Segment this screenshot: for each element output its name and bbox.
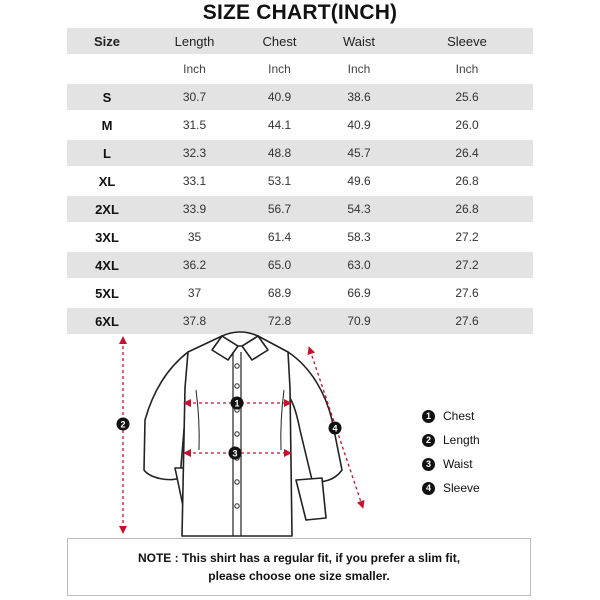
waist-cell: 49.6 [317,167,401,195]
size-cell: 3XL [67,223,147,251]
header-size: Size [67,28,147,55]
marker-chest [231,397,244,410]
right-sleeve [284,352,342,482]
legend-label: Chest [443,409,475,423]
length-cell: 37.8 [147,307,242,335]
legend-number: 2 [422,434,435,447]
shirt-illustration [144,332,342,536]
waist-cell: 45.7 [317,139,401,167]
chest-cell: 44.1 [242,111,317,139]
size-cell: L [67,139,147,167]
sleeve-cell: 26.0 [401,111,533,139]
waist-cell: 66.9 [317,279,401,307]
legend-label: Sleeve [443,481,480,495]
length-cell: 36.2 [147,251,242,279]
sleeve-cell: 27.2 [401,251,533,279]
sleeve-cell: 25.6 [401,83,533,111]
legend-item [422,428,480,452]
marker-waist-number: 3 [232,448,238,459]
marker-waist [229,447,242,460]
legend-item [422,452,480,476]
waist-cell: 70.9 [317,307,401,335]
sleeve-cell: 27.6 [401,307,533,335]
legend-item [422,404,480,428]
unit-length: Inch [147,55,242,83]
size-cell: 6XL [67,307,147,335]
measurement-legend [422,404,480,500]
length-cell: 32.3 [147,139,242,167]
header-chest: Chest [242,28,317,55]
chest-cell: 56.7 [242,195,317,223]
legend-label: Length [443,433,480,447]
sleeve-cell: 27.2 [401,223,533,251]
chest-cell: 40.9 [242,83,317,111]
chest-cell: 68.9 [242,279,317,307]
size-cell: 4XL [67,251,147,279]
legend-number: 1 [422,410,435,423]
waist-cell: 54.3 [317,195,401,223]
header-sleeve: Sleeve [401,28,533,55]
legend-number: 3 [422,458,435,471]
legend-item [422,476,480,500]
length-cell: 31.5 [147,111,242,139]
size-cell: S [67,83,147,111]
marker-length-number: 2 [120,419,126,430]
legend-number: 4 [422,482,435,495]
chest-cell: 72.8 [242,307,317,335]
length-cell: 37 [147,279,242,307]
marker-sleeve-number: 4 [332,423,338,434]
note-line-2: please choose one size smaller. [208,569,390,583]
chest-cell: 53.1 [242,167,317,195]
size-cell: 2XL [67,195,147,223]
waist-cell: 63.0 [317,251,401,279]
sleeve-cell: 27.6 [401,279,533,307]
sleeve-cell: 26.8 [401,195,533,223]
legend-label: Waist [443,457,473,471]
fit-note [67,538,531,596]
length-cell: 33.1 [147,167,242,195]
chest-cell: 61.4 [242,223,317,251]
length-cell: 33.9 [147,195,242,223]
length-cell: 30.7 [147,83,242,111]
right-cuff [296,478,326,520]
sleeve-cell: 26.4 [401,139,533,167]
chest-cell: 48.8 [242,139,317,167]
chest-cell: 65.0 [242,251,317,279]
chart-title: SIZE CHART(INCH) [202,1,398,24]
marker-length [117,418,130,431]
header-waist: Waist [317,28,401,55]
note-line-1: NOTE : This shirt has a regular fit, if you prefer a slim fit, [137,551,461,565]
waist-cell: 40.9 [317,111,401,139]
size-cell: M [67,111,147,139]
waist-cell: 58.3 [317,223,401,251]
marker-chest-number: 1 [234,398,240,409]
length-cell: 35 [147,223,242,251]
unit-waist: Inch [317,55,401,83]
size-cell: 5XL [67,279,147,307]
waist-cell: 38.6 [317,83,401,111]
sleeve-cell: 26.8 [401,167,533,195]
unit-sleeve: Inch [401,55,533,83]
header-length: Length [147,28,242,55]
marker-sleeve [329,422,342,435]
size-cell: XL [67,167,147,195]
unit-chest: Inch [242,55,317,83]
